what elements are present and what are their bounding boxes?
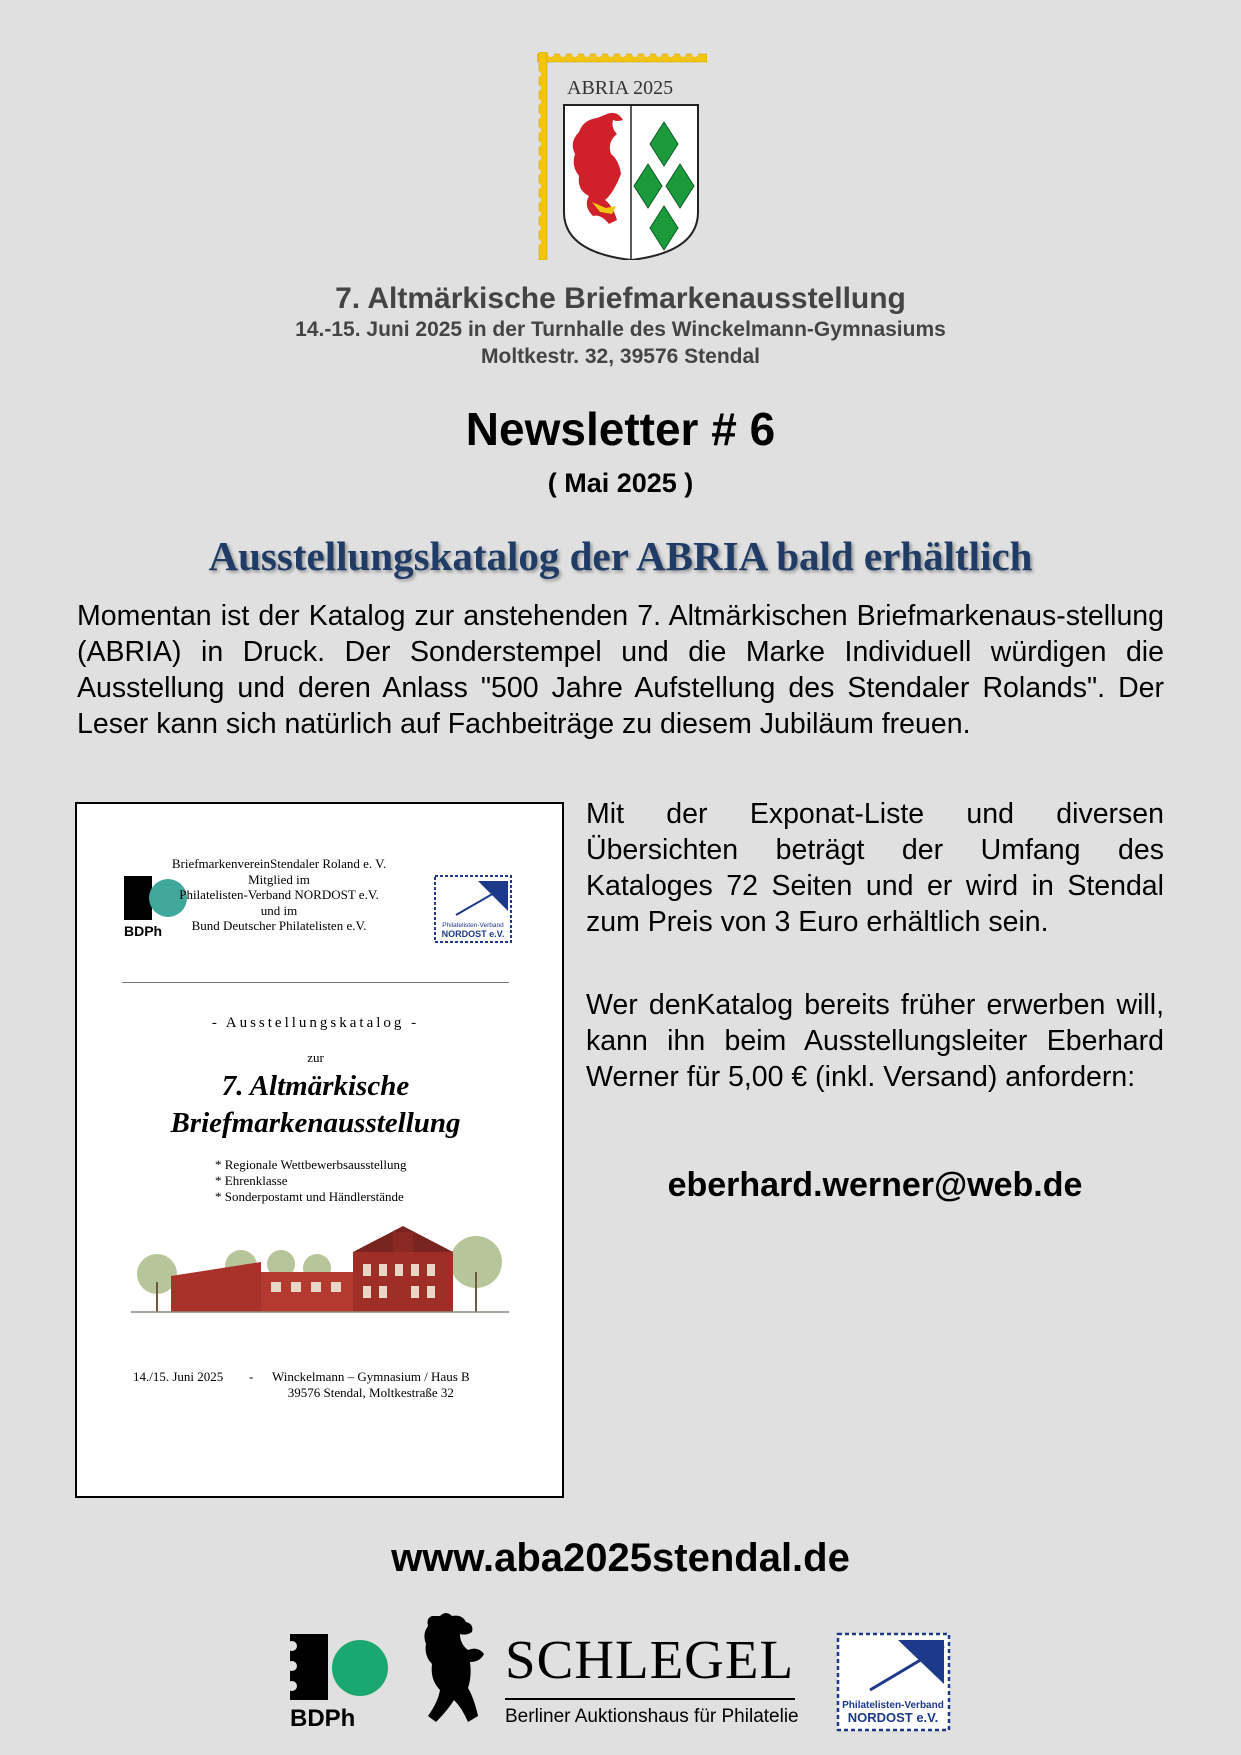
order-info-paragraph: Wer denKatalog bereits früher erwerben will, kann ihn beim Ausstellungsleiter Eberhard Werner für 5,00 € (inkl. Versand) anfordern: <box>586 989 1164 1093</box>
svg-text:Philatelisten-Verband: Philatelisten-Verband <box>842 1700 944 1711</box>
event-date-venue: 14.-15. Juni 2025 in der Turnhalle des Winckelmann-Gymnasiums <box>295 318 946 341</box>
svg-text:NORDOST e.V.: NORDOST e.V. <box>847 1710 939 1725</box>
cover-header-line: Philatelisten-Verband NORDOST e.V. <box>179 887 379 902</box>
cover-bullet: * Ehrenklasse <box>215 1173 407 1189</box>
berlin-bear-icon <box>422 1610 498 1735</box>
cover-footer-place <box>272 1369 470 1401</box>
cover-footer-date: 14./15. Juni 2025 <box>133 1369 224 1384</box>
cover-footer-place-line: Winckelmann – Gymnasium / Haus B <box>272 1369 470 1384</box>
cover-header-line: BriefmarkenvereinStendaler Roland e. V. <box>171 856 387 871</box>
svg-text:Philatelisten-Verband: Philatelisten-Verband <box>442 922 504 929</box>
cover-bullet: * Regionale Wettbewerbsausstellung <box>215 1157 407 1173</box>
svg-text:ABRIA 2025: ABRIA 2025 <box>567 77 674 99</box>
cover-bullet-list <box>215 1157 407 1205</box>
nordost-logo-small <box>434 875 512 943</box>
bdph-logo <box>290 1630 394 1728</box>
svg-text:BDPh: BDPh <box>290 1705 356 1728</box>
cover-title-line: 7. Altmärkische <box>221 1070 410 1102</box>
nordost-logo <box>836 1632 951 1732</box>
cover-bullet: * Sonderpostamt und Händlerstände <box>215 1189 407 1205</box>
cover-title-line: Briefmarkenausstellung <box>170 1107 461 1139</box>
cover-club-header <box>121 856 437 934</box>
cover-katalog-label: - Ausstellungskatalog - <box>211 1015 420 1031</box>
cover-header-line: und im <box>260 902 298 918</box>
newsletter-title: Newsletter # 6 <box>465 403 776 455</box>
cover-header-line: Mitglied im <box>248 871 310 887</box>
cover-title <box>122 1068 509 1142</box>
catalog-info-paragraph: Mit der Exponat-Liste und diversen Übersichten beträgt der Umfang des Kataloges 72 Seiten und er wird in Stendal zum Preis von 3 Euro erhältlich sein. <box>586 798 1164 938</box>
event-address: Moltkestr. 32, 39576 Stendal <box>481 345 760 368</box>
contact-email[interactable]: eberhard.werner@web.de <box>667 1166 1083 1204</box>
intro-paragraph: Momentan ist der Katalog zur anstehenden 7. Altmärkischen Briefmarkenaus-stellung (ABRIA) in Druck. Der Sonderstempel und die Marke Individuell würdigen die Ausstellung und deren Anlass "500 Jahre Aufstellung des Stendaler Rolands". Der Leser kann sich natürlich auf Fachbeiträge zu diesem Jubiläum freuen. <box>77 600 1164 740</box>
cover-footer-dash: - <box>249 1369 254 1384</box>
newsletter-date: ( Mai 2025 ) <box>547 468 694 498</box>
cover-header-line: Bund Deutscher Philatelisten e.V. <box>191 918 367 933</box>
cover-divider <box>122 982 509 983</box>
svg-text:BDPh: BDPh <box>124 923 163 939</box>
school-building-illustration <box>131 1222 509 1314</box>
schlegel-divider <box>505 1698 795 1700</box>
svg-text:NORDOST e.V.: NORDOST e.V. <box>441 929 505 939</box>
schlegel-tagline: Berliner Auktionshaus für Philatelie <box>505 1706 799 1727</box>
cover-footer-place-line: 39576 Stendal, Moltkestraße 32 <box>287 1385 454 1400</box>
website-link[interactable]: www.aba2025stendal.de <box>391 1536 850 1580</box>
schlegel-wordmark: SCHLEGEL <box>505 1629 795 1690</box>
cover-zur: zur <box>307 1050 324 1065</box>
event-title: 7. Altmärkische Briefmarkenausstellung <box>335 282 906 315</box>
abria-2025-logo <box>537 52 707 260</box>
article-headline: Ausstellungskatalog der ABRIA bald erhältlich <box>208 533 1033 579</box>
